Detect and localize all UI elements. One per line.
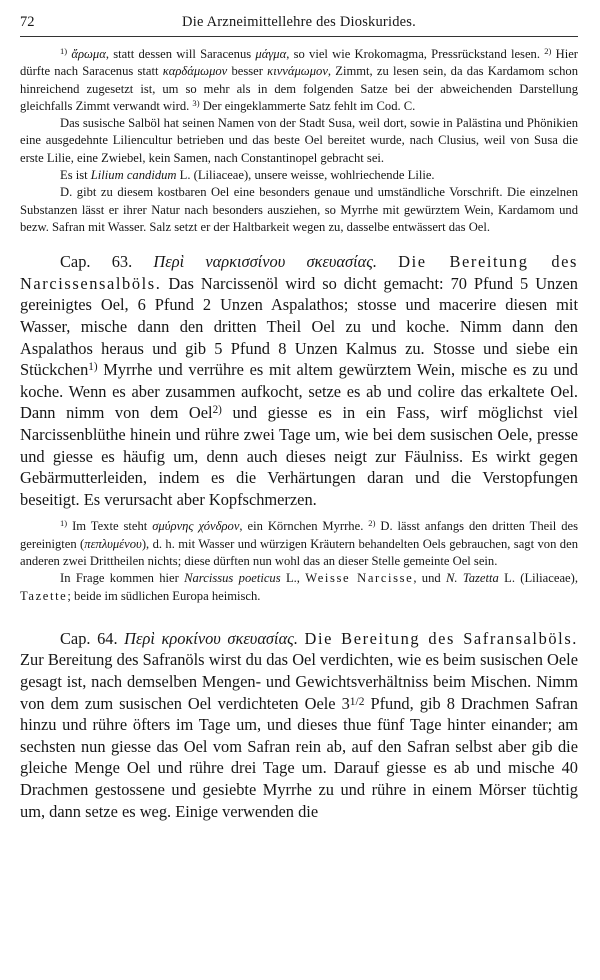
footnote-marker: 3) bbox=[192, 98, 200, 109]
chapter-title: Die Bereitung des Safransalböls. bbox=[304, 628, 579, 648]
greek-term: ἄρωμα bbox=[71, 47, 106, 61]
commentary-text: L. (Liliaceae), unsere weisse, wohlriechende Lilie. bbox=[176, 168, 435, 183]
page-number: 72 bbox=[20, 14, 35, 30]
commentary-text: , und bbox=[413, 571, 446, 586]
greek-chapter-title: Περὶ ναρκισσίνου σκευασίας. bbox=[153, 252, 377, 272]
footnote-paragraph bbox=[20, 46, 578, 115]
footnote-text: ), d. h. mit Wasser und würzigen Kräutern behandelten Oels gebrauchen, sagt von den anderen zwei Drittheilen nichts; diese dürften nun wohl das an dieser Stelle gemeinte Oel sein. bbox=[20, 536, 578, 568]
chapter-body: Zur Bereitung des Safranöls wirst du das Oel verdichten, wie es beim susischen Oele gesagt ist, nach demselben Mengen- und Gewichtsverhältniss beim Mischen. Nimm von dem zum susischen Oel verdichteten Oele 3 bbox=[20, 650, 578, 713]
fraction: 1/2 bbox=[349, 695, 365, 708]
species-name: Narcissus poeticus bbox=[184, 571, 281, 586]
chapter-title: Die Bereitung des Narcissensalböls. bbox=[20, 252, 578, 293]
commentary-text: Es ist bbox=[60, 168, 91, 183]
footnotes-chapter-63 bbox=[20, 518, 578, 604]
chapter-body: und giesse es in ein Fass, wirf möglichst viel Narcissenblüthe hinein und rühre zwei Tage um, wie bei dem susischen Oele, presse und giesse es häufig um, denn auch dieses neigt zur Fäulniss. Es wirkt gegen Gebärmutterleiden, indem es die Verhärtungen daran und die Verstopfungen beseitigt. Es verursacht aber Kopfschmerzen. bbox=[20, 403, 578, 509]
footnote-paragraph bbox=[20, 518, 578, 570]
species-name: Lilium candidum bbox=[90, 168, 177, 183]
running-title: Die Arzneimittellehre des Dioskurides. bbox=[182, 14, 416, 30]
footnote-marker: 2) bbox=[368, 518, 376, 529]
footnote-text: Der eingeklammerte Satz fehlt im Cod. C. bbox=[199, 98, 416, 113]
chapter-64-text bbox=[20, 628, 578, 822]
chapter-body: Pfund, gib 8 Drachmen Safran hinzu und rühre öfters im Tage um, und dieses thue fünf Tage hinter einander; am sechsten nun giesse das Oel vom Safran rein ab, auf den Safran selbst aber gib die gleiche Menge Oel und rühre drei Tage um. Darauf giesse es ab und mische 40 Drachmen gestossene und gesiebte Myrrhe zu und rühre in einem Mörser tüchtig um, dann setze es weg. Einige verwenden die bbox=[20, 693, 578, 821]
commentary-paragraph bbox=[20, 570, 578, 605]
commentary-text: L. (Liliaceae), bbox=[498, 571, 578, 586]
chapter-63-text bbox=[20, 251, 578, 510]
footnote-text: , so viel wie Krokomagma, Pressrückstand lesen. bbox=[286, 47, 545, 61]
commentary-paragraph: D. gibt zu diesem kostbaren Oel eine besonders genaue und umständliche Vorschrift. Die einzelnen Substanzen lässt er ihrer Natur nach besonders ausziehen, so Myrrhe mit gewürztem Wein, Kardamom und bezw. Safran mit Wasser. Salz setzt er der Haltbarkeit wegen zu, dasselbe entwässert das Oel. bbox=[20, 185, 578, 234]
footnote-text: , statt dessen will Saracenus bbox=[105, 47, 256, 61]
page-header bbox=[20, 14, 578, 37]
greek-chapter-title: Περὶ κροκίνου σκευασίας. bbox=[124, 628, 298, 648]
greek-term: πεπλυμένου bbox=[84, 536, 142, 551]
chapter-body: Das Narcissenöl wird so dicht gemacht: 70 Pfund 5 Unzen gereinigtes Oel, 6 Pfund 2 Unzen Aspalathos; stosse und macerire diesen mit Wasser, mische dann den dritten Theil Oel zu und koche. Nimm dann den Aspalathos heraus und gib 5 Pfund 8 Unzen Kalmus zu. Stosse und siebe ein Stückchen bbox=[20, 273, 578, 380]
commentary-paragraph bbox=[20, 167, 578, 184]
footnote-marker: 2) bbox=[212, 404, 222, 417]
chapter-label: Cap. 63. bbox=[60, 252, 133, 272]
commentary-text: ; beide im südlichen Europa heimisch. bbox=[67, 588, 261, 603]
footnote-text: Im Texte steht bbox=[67, 519, 153, 534]
footnote-marker: 2) bbox=[544, 46, 552, 57]
footnote-marker: 1) bbox=[60, 518, 68, 529]
chapter-label: Cap. 64. bbox=[60, 628, 118, 648]
footnote-marker: 1) bbox=[60, 46, 68, 57]
footnotes-top bbox=[20, 46, 578, 236]
common-name: Tazette bbox=[20, 588, 68, 603]
chapter-body: Myrrhe und verrühre es mit altem gewürztem Wein, mische es zu und koche. Wenn es aber zusammen aufkocht, setze es ab und colire das erkaltete Oel. Dann nimm von dem Oel bbox=[20, 360, 578, 423]
greek-term: καρδάμωμον bbox=[162, 64, 228, 79]
commentary-text: L., bbox=[280, 571, 306, 586]
footnote-text: Hier dürfte nach Saracenus statt bbox=[20, 47, 578, 79]
greek-term: κιννάμωμον bbox=[267, 64, 328, 79]
footnote-text: , Zimmt, zu lesen sein, da das Kardamom schon hinreichend zugesetzt ist, um so mehr als in dem folgenden Satze bei der abweichenden Darstellung gleichfalls Zimmt verwandt wird. bbox=[20, 64, 578, 113]
commentary-paragraph: Das susische Salböl hat seinen Namen von der Stadt Susa, weil dort, sowie in Palästina und Phönikien eine ausgedehnte Liliencultur betrieben und das beste Oel bereitet wurde, nach Clusius, weil von Susa die erste Lilie, eine Zwiebel, kein Samen, nach Constantinopel gebracht sei. bbox=[20, 116, 578, 165]
commentary-text: In Frage kommen hier bbox=[60, 571, 185, 586]
footnote-text: D. lässt anfangs den dritten Theil des gereinigten ( bbox=[20, 519, 578, 551]
common-name: Weisse Narcisse bbox=[305, 571, 414, 586]
greek-term: σμύρνης χόνδρον bbox=[152, 519, 240, 534]
footnote-text: , ein Körnchen Myrrhe. bbox=[239, 519, 369, 534]
greek-term: μάγμα bbox=[255, 47, 287, 61]
footnote-marker: 1) bbox=[88, 361, 98, 374]
species-name: N. Tazetta bbox=[446, 571, 499, 586]
footnote-text: besser bbox=[227, 64, 268, 79]
